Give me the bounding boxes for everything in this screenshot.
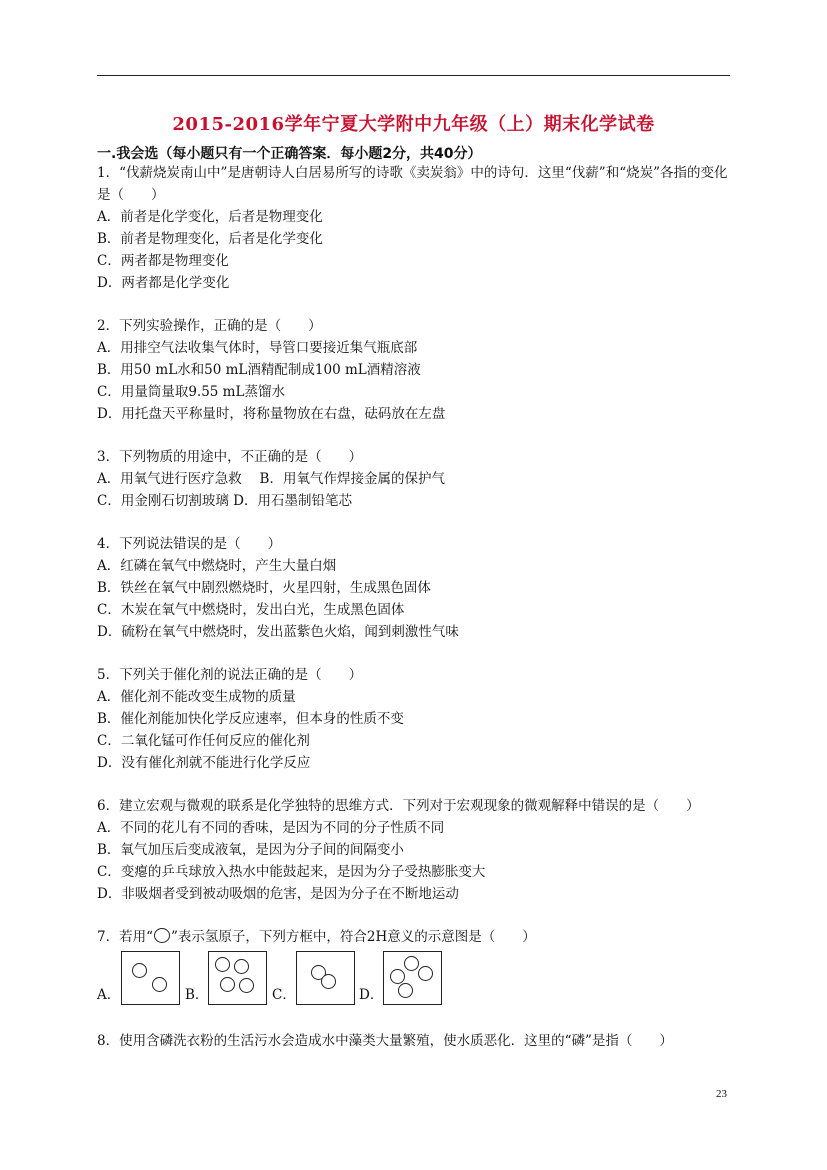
question-6 [97, 795, 733, 905]
option-ab: A．用氧气进行医疗急救 B．用氧气作焊接金属的保护气 [97, 471, 445, 487]
option-b: B．铁丝在氧气中剧烈燃烧时，火星四射，生成黑色固体 [97, 580, 431, 596]
option-c-label: C． [272, 987, 296, 1003]
option-a: A．催化剂不能改变生成物的质量 [97, 689, 296, 705]
option-d-box [383, 951, 442, 1005]
option-cd: C．用金刚石切割玻璃 D．用石墨制铅笔芯 [97, 493, 352, 509]
page-title: 2015-2016学年宁夏大学附中九年级（上）期末化学试卷 [172, 114, 655, 135]
option-b: B．催化剂能加快化学反应速率，但本身的性质不变 [97, 711, 404, 727]
question-stem: 3．下列物质的用途中，不正确的是（ ） [97, 449, 363, 465]
hydrogen-atom [398, 983, 413, 998]
hydrogen-atom [321, 974, 336, 989]
option-c: C．用量筒量取9.55 mL蒸馏水 [97, 384, 285, 400]
option-b: B．前者是物理变化，后者是化学变化 [97, 231, 323, 247]
option-d: D．两者都是化学变化 [97, 275, 230, 291]
question-stem: 6．建立宏观与微观的联系是化学独特的思维方式．下列对于宏观现象的微观解释中错误的是（ ） [97, 798, 700, 814]
question-4 [97, 533, 733, 643]
hydrogen-atom [152, 977, 167, 992]
question-stem: 2．下列实验操作，正确的是（ ） [97, 318, 322, 334]
stem-suffix: ”表示氢原子，下列方框中，符合2H意义的示意图是（ ） [171, 929, 536, 945]
hydrogen-atom [418, 966, 433, 981]
option-c-box [296, 951, 355, 1005]
option-d: D．用托盘天平称量时，将称量物放在右盘，砝码放在左盘 [97, 406, 446, 422]
option-a: A．不同的花儿有不同的香味，是因为不同的分子性质不同 [97, 820, 445, 836]
question-list [97, 162, 733, 1073]
question-1 [97, 162, 733, 294]
option-a: A．用排空气法收集气体时，导管口要接近集气瓶底部 [97, 340, 418, 356]
option-c: C．两者都是物理变化 [97, 253, 229, 269]
option-b: B．氧气加压后变成液氧，是因为分子间的间隔变小 [97, 842, 404, 858]
option-figures [97, 951, 733, 1009]
hydrogen-atom [239, 978, 254, 993]
section-heading: 一.我会选（每小题只有一个正确答案．每小题2分，共40分） [97, 146, 482, 162]
option-b-label: B． [185, 987, 209, 1003]
question-7 [97, 926, 733, 1009]
question-stem: 4．下列说法错误的是（ ） [97, 536, 282, 552]
option-a: A．前者是化学变化，后者是物理变化 [97, 209, 323, 225]
option-d: D．硫粉在氧气中燃烧时，发出蓝紫色火焰，闻到刺激性气味 [97, 624, 459, 640]
hydrogen-atom [234, 959, 249, 974]
question-stem: 8．使用含磷洗衣粉的生活污水会造成水中藻类大量繁殖，使水质恶化．这里的“磷”是指（ ） [97, 1033, 673, 1049]
hydrogen-atom [220, 977, 235, 992]
option-c: C．二氧化锰可作任何反应的催化剂 [97, 733, 310, 749]
hydrogen-atom [132, 963, 147, 978]
option-b: B．用50 mL水和50 mL酒精配制成100 mL酒精溶液 [97, 362, 421, 378]
option-a-label: A． [97, 987, 121, 1003]
option-b-box [208, 951, 267, 1005]
option-a-box [121, 951, 180, 1005]
question-stem: 1．“伐薪烧炭南山中”是唐朝诗人白居易所写的诗歌《卖炭翁》中的诗句．这里“伐薪”和“烧炭”各指的变化是（ ） [97, 165, 728, 203]
question-2 [97, 315, 733, 425]
question-5 [97, 664, 733, 774]
option-d: D．非吸烟者受到被动吸烟的危害，是因为分子在不断地运动 [97, 886, 459, 902]
option-d-label: D． [359, 987, 384, 1003]
question-stem: 5．下列关于催化剂的说法正确的是（ ） [97, 667, 363, 683]
option-c: C．变瘪的乒乓球放入热水中能鼓起来，是因为分子受热膨胀变大 [97, 864, 486, 880]
option-c: C．木炭在氧气中燃烧时，发出白光，生成黑色固体 [97, 602, 405, 618]
question-3 [97, 446, 733, 512]
hydrogen-atom [215, 957, 230, 972]
stem-prefix: 7．若用“ [97, 929, 153, 945]
option-a: A．红磷在氧气中燃烧时，产生大量白烟 [97, 558, 337, 574]
option-d: D．没有催化剂就不能进行化学反应 [97, 755, 311, 771]
hydrogen-atom [390, 969, 405, 984]
hydrogen-atom [404, 956, 419, 971]
question-8 [97, 1030, 733, 1052]
page-number: 23 [716, 1088, 727, 1100]
circle-icon [154, 928, 170, 943]
question-stem [97, 926, 733, 948]
header-rule [97, 75, 730, 76]
